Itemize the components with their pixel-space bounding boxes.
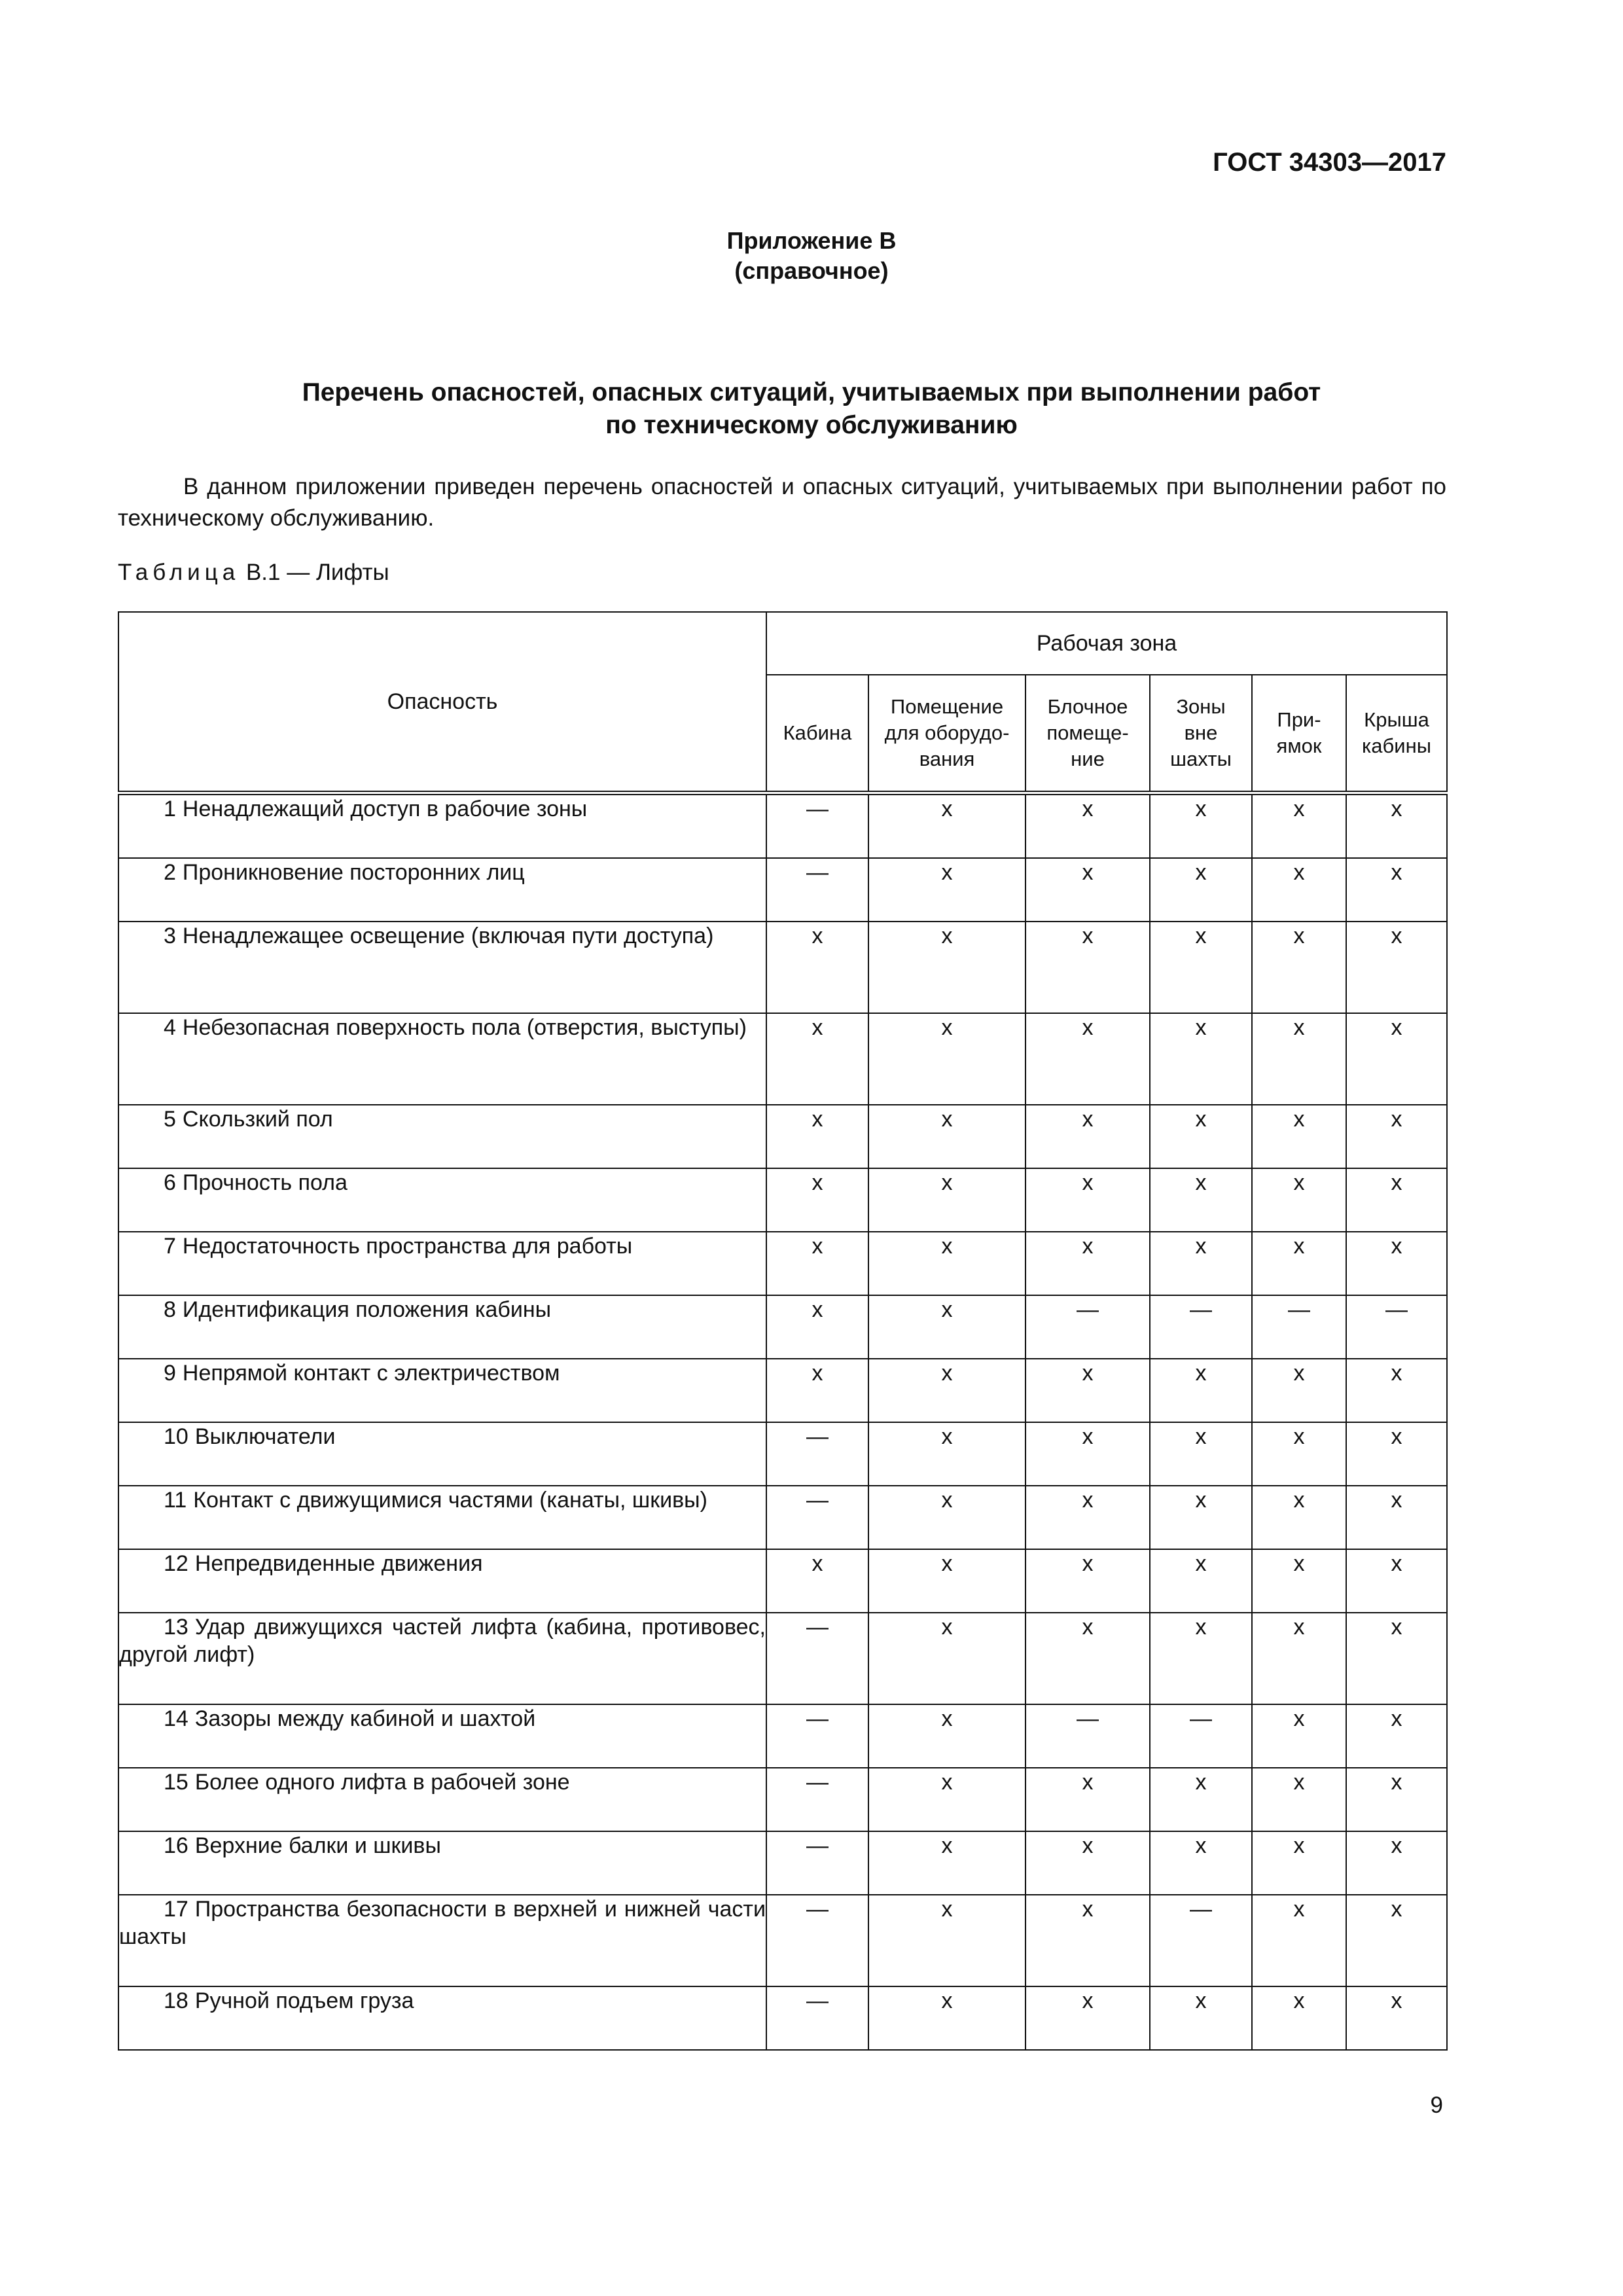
hazard-cell: [118, 1986, 766, 2050]
zone-header-line: вания: [919, 747, 975, 770]
hazard-text: Ручной подъем груза: [194, 1988, 414, 2013]
zone-header-line: вне: [1184, 721, 1218, 744]
hazard-text: Более одного лифта в рабочей зоне: [194, 1770, 570, 1795]
zone-mark-cell: x: [1346, 922, 1447, 1013]
zone-mark-cell: x: [1252, 922, 1346, 1013]
hazard-number: 7: [164, 1234, 176, 1259]
zone-mark-cell: x: [868, 1295, 1026, 1359]
table-caption-label: Таблица: [118, 560, 240, 585]
zone-mark-cell: x: [1252, 1613, 1346, 1704]
hazard-number: 13: [164, 1615, 188, 1640]
hazard-number: 17: [164, 1897, 188, 1922]
zone-mark-cell: x: [1346, 1168, 1447, 1232]
zone-mark-cell: x: [1026, 1359, 1150, 1422]
hazards-table: [118, 611, 1448, 2051]
work-zone-header: Рабочая зона: [766, 612, 1447, 675]
zone-mark-cell: x: [1150, 1549, 1252, 1613]
zone-mark-cell: —: [1150, 1895, 1252, 1986]
table-row: [118, 1359, 1447, 1422]
zone-mark-cell: x: [1150, 858, 1252, 922]
hazard-number: 6: [164, 1170, 176, 1195]
hazard-text: Недостаточность пространства для работы: [182, 1234, 633, 1259]
zone-header-line: ямок: [1276, 734, 1322, 757]
zone-mark-cell: x: [868, 1613, 1026, 1704]
zone-mark-cell: x: [1252, 793, 1346, 859]
zone-mark-cell: x: [766, 1295, 868, 1359]
hazard-number: 3: [164, 924, 176, 948]
zone-header-line: ние: [1071, 747, 1105, 770]
zone-mark-cell: x: [1150, 922, 1252, 1013]
zone-mark-cell: —: [1150, 1295, 1252, 1359]
zone-mark-cell: x: [1346, 858, 1447, 922]
zone-mark-cell: x: [1252, 1549, 1346, 1613]
table-row: [118, 1486, 1447, 1549]
title-line: по техническому обслуживанию: [605, 411, 1018, 439]
hazard-text: Идентификация положения кабины: [182, 1297, 552, 1322]
zone-mark-cell: —: [766, 793, 868, 859]
appendix-heading: [0, 226, 1623, 286]
zone-mark-cell: x: [1346, 1549, 1447, 1613]
zone-mark-cell: —: [766, 1986, 868, 2050]
zone-header-line: Помещение: [890, 695, 1004, 718]
zone-mark-cell: x: [1026, 793, 1150, 859]
zone-mark-cell: x: [1150, 1768, 1252, 1831]
hazard-text: Удар движущихся частей лифта (кабина, противовес, другой лифт): [119, 1615, 766, 1667]
zone-mark-cell: x: [766, 1168, 868, 1232]
zone-mark-cell: x: [1026, 1168, 1150, 1232]
hazard-text: Пространства безопасности в верхней и нижней части шахты: [119, 1897, 766, 1949]
hazard-cell: [118, 1549, 766, 1613]
zone-mark-cell: x: [1252, 858, 1346, 922]
hazard-number: 14: [164, 1706, 188, 1731]
zone-mark-cell: x: [1346, 1768, 1447, 1831]
hazard-number: 4: [164, 1015, 176, 1040]
zone-mark-cell: x: [766, 1549, 868, 1613]
zone-header-line: помеще-: [1046, 721, 1129, 744]
table-row: [118, 1422, 1447, 1486]
zone-mark-cell: x: [1026, 858, 1150, 922]
table-row: [118, 922, 1447, 1013]
zone-mark-cell: x: [1252, 1359, 1346, 1422]
page-number: 9: [1430, 2092, 1443, 2118]
zone-mark-cell: x: [1150, 1986, 1252, 2050]
zone-mark-cell: x: [1346, 1704, 1447, 1768]
zone-mark-cell: —: [766, 858, 868, 922]
zone-mark-cell: x: [1346, 1895, 1447, 1986]
hazard-cell: [118, 1105, 766, 1168]
zone-mark-cell: x: [868, 1232, 1026, 1295]
zone-mark-cell: x: [868, 1704, 1026, 1768]
zone-mark-cell: x: [1150, 793, 1252, 859]
zone-header-line: Блочное: [1047, 695, 1128, 718]
zone-mark-cell: x: [1150, 1613, 1252, 1704]
table-row: [118, 1549, 1447, 1613]
table-caption: [118, 560, 389, 586]
zone-mark-cell: x: [868, 1105, 1026, 1168]
zone-mark-cell: x: [1150, 1168, 1252, 1232]
zone-mark-cell: x: [1252, 1704, 1346, 1768]
zone-mark-cell: x: [766, 922, 868, 1013]
zone-header-line: Зоны: [1176, 695, 1226, 718]
hazard-cell: [118, 1422, 766, 1486]
zone-mark-cell: x: [1026, 1486, 1150, 1549]
table-row: [118, 858, 1447, 922]
zone-mark-cell: x: [1026, 1105, 1150, 1168]
hazard-cell: [118, 1232, 766, 1295]
zone-mark-cell: x: [1346, 1359, 1447, 1422]
hazard-text: Непредвиденные движения: [194, 1551, 483, 1576]
zone-header: [766, 675, 868, 793]
hazard-cell: [118, 1704, 766, 1768]
zone-mark-cell: x: [1346, 1486, 1447, 1549]
zone-mark-cell: x: [1346, 1831, 1447, 1895]
hazard-cell: [118, 793, 766, 859]
zone-mark-cell: x: [1150, 1359, 1252, 1422]
zone-mark-cell: x: [1252, 1831, 1346, 1895]
zone-header-line: кабины: [1362, 734, 1431, 757]
zone-mark-cell: x: [766, 1232, 868, 1295]
table-row: [118, 1013, 1447, 1105]
table-row: [118, 1831, 1447, 1895]
zone-mark-cell: x: [1026, 1986, 1150, 2050]
zone-mark-cell: x: [1026, 1613, 1150, 1704]
appendix-title: Приложение В: [726, 227, 897, 254]
hazard-text: Ненадлежащее освещение (включая пути доступа): [182, 924, 714, 948]
zone-mark-cell: x: [1150, 1486, 1252, 1549]
hazard-number: 16: [164, 1833, 188, 1858]
zone-mark-cell: —: [1346, 1295, 1447, 1359]
zone-mark-cell: —: [766, 1613, 868, 1704]
zone-mark-cell: —: [766, 1831, 868, 1895]
zone-header-line: Кабина: [783, 721, 852, 744]
hazard-text: Верхние балки и шкивы: [194, 1833, 441, 1858]
zone-mark-cell: x: [868, 1486, 1026, 1549]
hazard-number: 8: [164, 1297, 176, 1322]
zone-mark-cell: x: [1252, 1768, 1346, 1831]
hazard-text: Проникновение посторонних лиц: [182, 860, 525, 885]
zone-mark-cell: —: [766, 1895, 868, 1986]
document-code: ГОСТ 34303—2017: [1213, 148, 1446, 177]
hazard-number: 9: [164, 1361, 176, 1386]
zone-mark-cell: x: [868, 1986, 1026, 2050]
zone-mark-cell: x: [1150, 1232, 1252, 1295]
hazard-cell: [118, 922, 766, 1013]
zone-mark-cell: x: [1346, 1422, 1447, 1486]
hazard-number: 12: [164, 1551, 188, 1576]
zone-mark-cell: x: [1026, 1768, 1150, 1831]
hazard-number: 10: [164, 1424, 188, 1449]
zone-mark-cell: x: [868, 858, 1026, 922]
zone-mark-cell: x: [868, 1359, 1026, 1422]
table-row: [118, 1168, 1447, 1232]
zone-mark-cell: x: [1252, 1105, 1346, 1168]
hazard-text: Небезопасная поверхность пола (отверстия, выступы): [182, 1015, 747, 1040]
intro-paragraph: В данном приложении приведен перечень опасностей и опасных ситуаций, учитываемых при выполнении работ по техническому обслуживанию.: [118, 474, 1446, 531]
zone-header: [1346, 675, 1447, 793]
zone-mark-cell: —: [766, 1486, 868, 1549]
hazard-cell: [118, 1013, 766, 1105]
zone-mark-cell: —: [766, 1422, 868, 1486]
hazard-text: Прочность пола: [182, 1170, 348, 1195]
zone-mark-cell: x: [1252, 1895, 1346, 1986]
zone-mark-cell: x: [1346, 1986, 1447, 2050]
document-title: [196, 376, 1427, 442]
hazard-cell: [118, 1895, 766, 1986]
zone-mark-cell: —: [1252, 1295, 1346, 1359]
hazard-text: Непрямой контакт с электричеством: [182, 1361, 560, 1386]
hazard-text: Ненадлежащий доступ в рабочие зоны: [182, 797, 588, 821]
zone-mark-cell: x: [1252, 1422, 1346, 1486]
title-line: Перечень опасностей, опасных ситуаций, учитываемых при выполнении работ: [302, 378, 1321, 406]
hazard-cell: [118, 1295, 766, 1359]
hazard-number: 15: [164, 1770, 188, 1795]
zone-header-line: При-: [1277, 708, 1321, 731]
zone-mark-cell: x: [1346, 1613, 1447, 1704]
zone-mark-cell: x: [1150, 1013, 1252, 1105]
zone-mark-cell: x: [766, 1359, 868, 1422]
hazard-cell: [118, 1168, 766, 1232]
zone-mark-cell: x: [868, 1422, 1026, 1486]
zone-mark-cell: x: [868, 1768, 1026, 1831]
zone-header-line: для оборудо-: [884, 721, 1010, 744]
zone-header-line: Крыша: [1364, 708, 1429, 731]
hazard-text: Контакт с движущимися частями (канаты, шкивы): [193, 1488, 707, 1513]
hazard-number: 5: [164, 1107, 176, 1132]
zone-header: [1252, 675, 1346, 793]
zone-mark-cell: —: [766, 1768, 868, 1831]
zone-header-line: шахты: [1170, 747, 1232, 770]
zone-header: [868, 675, 1026, 793]
table-row: [118, 1704, 1447, 1768]
zone-mark-cell: x: [868, 922, 1026, 1013]
zone-mark-cell: x: [1026, 1232, 1150, 1295]
table-row: [118, 793, 1447, 859]
zone-mark-cell: x: [1346, 1013, 1447, 1105]
zone-mark-cell: x: [868, 793, 1026, 859]
zone-mark-cell: x: [868, 1549, 1026, 1613]
table-row: [118, 1895, 1447, 1986]
zone-mark-cell: —: [1150, 1704, 1252, 1768]
zone-mark-cell: x: [1026, 1895, 1150, 1986]
table-row: [118, 1232, 1447, 1295]
zone-mark-cell: x: [1150, 1831, 1252, 1895]
hazard-number: 11: [164, 1488, 187, 1513]
zone-mark-cell: x: [1252, 1986, 1346, 2050]
zone-mark-cell: x: [1252, 1013, 1346, 1105]
table-row: [118, 1105, 1447, 1168]
hazard-number: 2: [164, 860, 176, 885]
hazard-cell: [118, 1486, 766, 1549]
zone-mark-cell: x: [868, 1895, 1026, 1986]
zone-mark-cell: x: [1346, 1105, 1447, 1168]
table-row: [118, 1986, 1447, 2050]
zone-mark-cell: x: [766, 1013, 868, 1105]
zone-mark-cell: x: [1346, 793, 1447, 859]
hazard-cell: [118, 858, 766, 922]
zone-mark-cell: x: [1252, 1168, 1346, 1232]
zone-mark-cell: x: [1150, 1105, 1252, 1168]
zone-mark-cell: x: [1252, 1232, 1346, 1295]
appendix-subtitle: (справочное): [734, 257, 889, 284]
table-row: [118, 1768, 1447, 1831]
zone-mark-cell: x: [1026, 1549, 1150, 1613]
hazard-cell: [118, 1613, 766, 1704]
zone-mark-cell: x: [1026, 922, 1150, 1013]
zone-mark-cell: —: [766, 1704, 868, 1768]
zone-mark-cell: x: [1150, 1422, 1252, 1486]
hazard-text: Выключатели: [194, 1424, 336, 1449]
hazard-column-header: Опасность: [118, 612, 766, 793]
hazard-cell: [118, 1831, 766, 1895]
hazard-number: 1: [164, 797, 176, 821]
table-row: [118, 1295, 1447, 1359]
hazard-text: Зазоры между кабиной и шахтой: [194, 1706, 536, 1731]
zone-mark-cell: x: [1252, 1486, 1346, 1549]
zone-mark-cell: x: [868, 1013, 1026, 1105]
zone-mark-cell: x: [868, 1168, 1026, 1232]
table-body: [118, 793, 1447, 2051]
zone-header: [1150, 675, 1252, 793]
hazard-cell: [118, 1359, 766, 1422]
zone-mark-cell: x: [868, 1831, 1026, 1895]
zone-mark-cell: x: [1026, 1831, 1150, 1895]
hazard-cell: [118, 1768, 766, 1831]
zone-mark-cell: x: [1346, 1232, 1447, 1295]
table-caption-title: В.1 — Лифты: [240, 560, 389, 585]
zone-mark-cell: x: [1026, 1013, 1150, 1105]
zone-mark-cell: —: [1026, 1704, 1150, 1768]
hazard-number: 18: [164, 1988, 188, 2013]
zone-mark-cell: x: [766, 1105, 868, 1168]
table-row: [118, 1613, 1447, 1704]
zone-mark-cell: x: [1026, 1422, 1150, 1486]
hazard-text: Скользкий пол: [182, 1107, 333, 1132]
zone-header: [1026, 675, 1150, 793]
zone-mark-cell: —: [1026, 1295, 1150, 1359]
